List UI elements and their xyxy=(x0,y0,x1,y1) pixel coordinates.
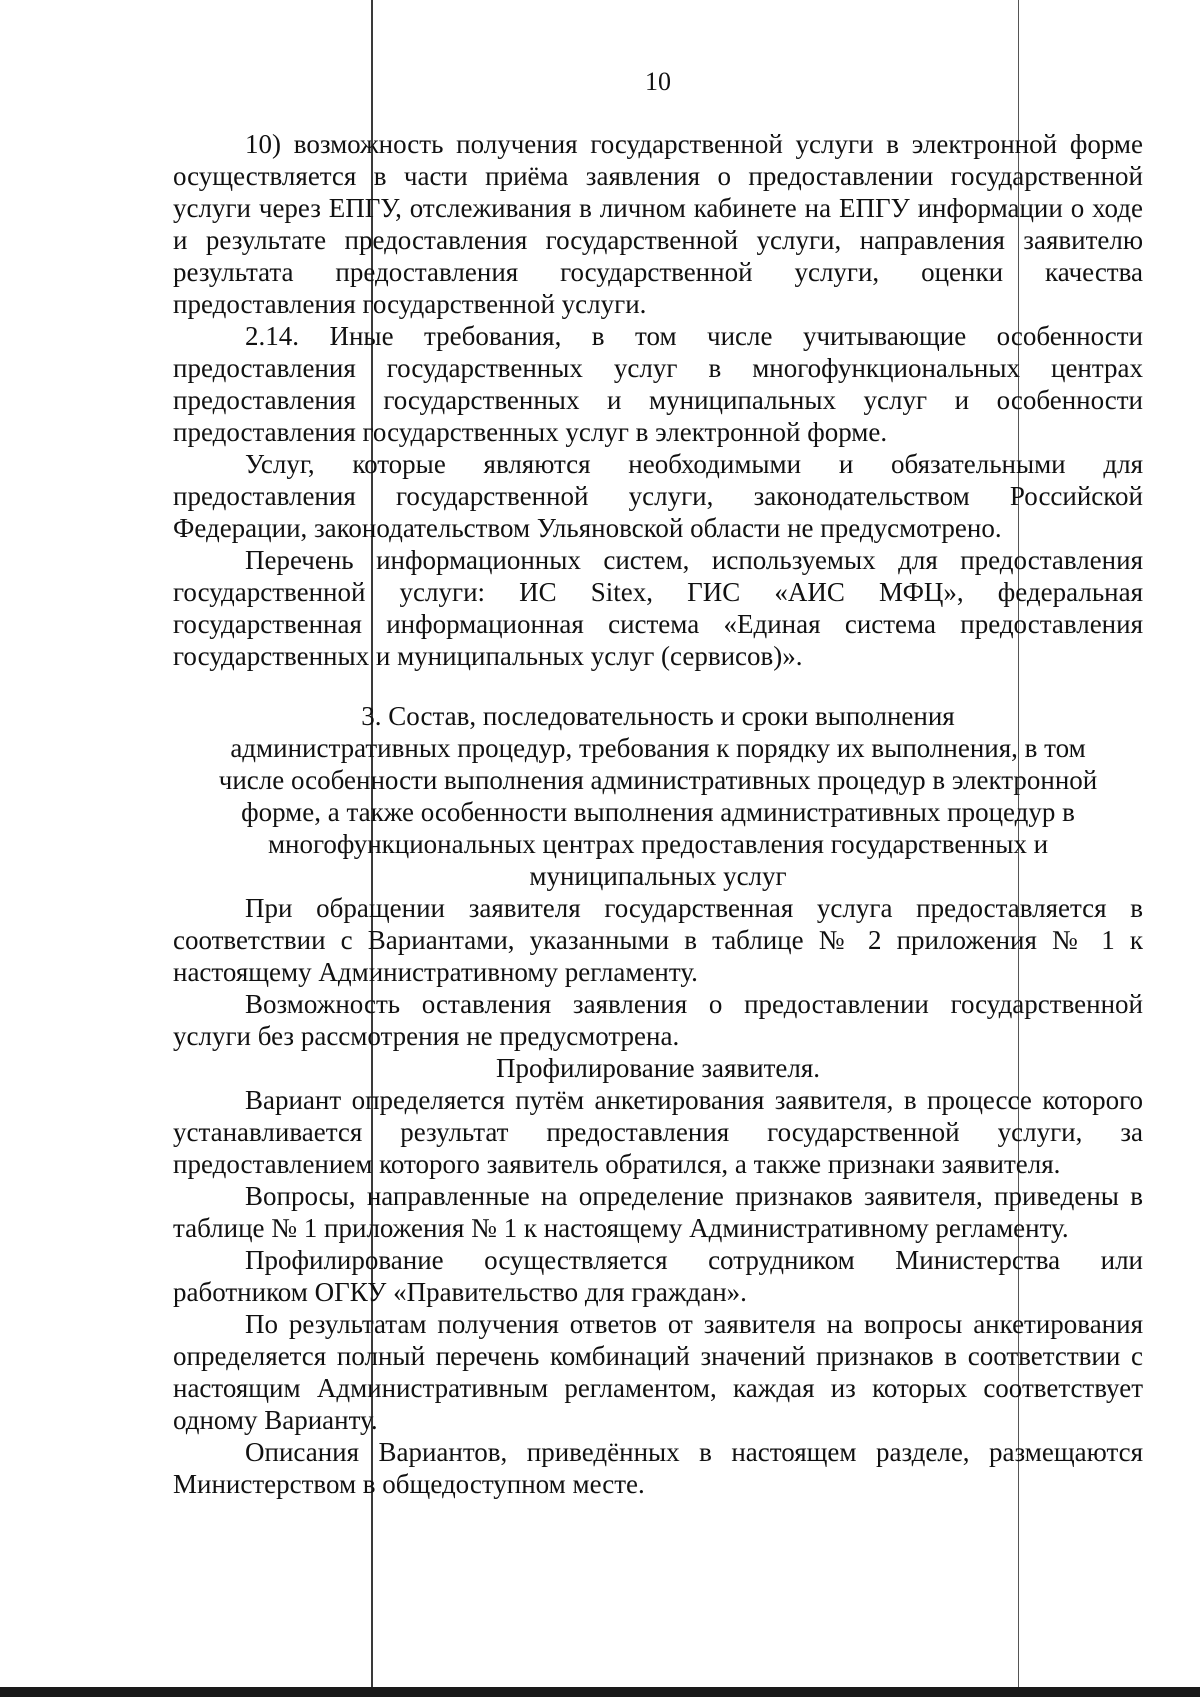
paragraph-profiling-staff: Профилирование осуществляется сотрудником Министерства или работником ОГКУ «Правительство для граждан». xyxy=(173,1245,1143,1307)
paragraph-variants: При обращении заявителя государственная услуга предоставляется в соответствии с Вариантами, указанными в таблице № 2 приложения № 1 к настоящему Административному регламенту. xyxy=(173,893,1143,987)
subheading-profiling: Профилирование заявителя. xyxy=(495,1053,821,1083)
heading-line: форме, а также особенности выполнения административных процедур в xyxy=(241,797,1075,827)
heading-line: муниципальных услуг xyxy=(529,861,787,891)
paragraph-information-systems: Перечень информационных систем, используемых для предоставления государственной услуги: ИС Sitex, ГИС «АИС МФЦ», федеральная государственная информационная система «Единая система предоставления государственных и муниципальных услуг (сервисов)». xyxy=(173,545,1143,671)
paragraph-publication: Описания Вариантов, приведённых в настоящем разделе, размещаются Министерством в общедоступном месте. xyxy=(173,1437,1143,1499)
heading-line: 3. Состав, последовательность и сроки выполнения xyxy=(361,701,955,731)
paragraph-required-services: Услуг, которые являются необходимыми и обязательными для предоставления государственной услуги, законодательством Российской Федерации, законодательством Ульяновской области не предусмотрено. xyxy=(173,449,1143,543)
heading-line: числе особенности выполнения административных процедур в электронной xyxy=(218,765,1098,795)
paragraph-variant-survey: Вариант определяется путём анкетирования заявителя, в процессе которого устанавливается результат предоставления государственной услуги, за предоставлением которого заявитель обратился, а также признаки заявителя. xyxy=(173,1085,1143,1179)
scan-bottom-edge xyxy=(0,1687,1200,1697)
paragraph-2-14: 2.14. Иные требования, в том числе учитывающие особенности предоставления государственных услуг в многофункциональных центрах предоставления государственных и муниципальных услуг и особенности предоставления государственных услуг в электронной форме. xyxy=(173,321,1143,447)
page-number: 10 xyxy=(645,67,671,96)
heading-line: административных процедур, требования к порядку их выполнения, в том xyxy=(230,733,1086,763)
section-3-heading xyxy=(173,700,1143,892)
paragraph-no-review: Возможность оставления заявления о предоставлении государственной услуги без рассмотрения не предусмотрена. xyxy=(173,989,1143,1051)
paragraph-electronic-form: 10) возможность получения государственной услуги в электронной форме осуществляется в части приёма заявления о предоставлении государственной услуги через ЕПГУ, отслеживания в личном кабинете на ЕПГУ информации о ходе и результате предоставления государственной услуги, направления заявителю результата предоставления государственной услуги, оценки качества предоставления государственной услуги. xyxy=(173,129,1143,319)
paragraph-questions: Вопросы, направленные на определение признаков заявителя, приведены в таблице № 1 приложения № 1 к настоящему Административному регламенту. xyxy=(173,1181,1143,1243)
paragraph-combinations: По результатам получения ответов от заявителя на вопросы анкетирования определяется полный перечень комбинаций значений признаков в соответствии с настоящим Административным регламентом, каждая из которых соответствует одному Варианту. xyxy=(173,1309,1143,1435)
heading-line: многофункциональных центрах предоставления государственных и xyxy=(267,829,1049,859)
document-body xyxy=(173,128,1143,1500)
